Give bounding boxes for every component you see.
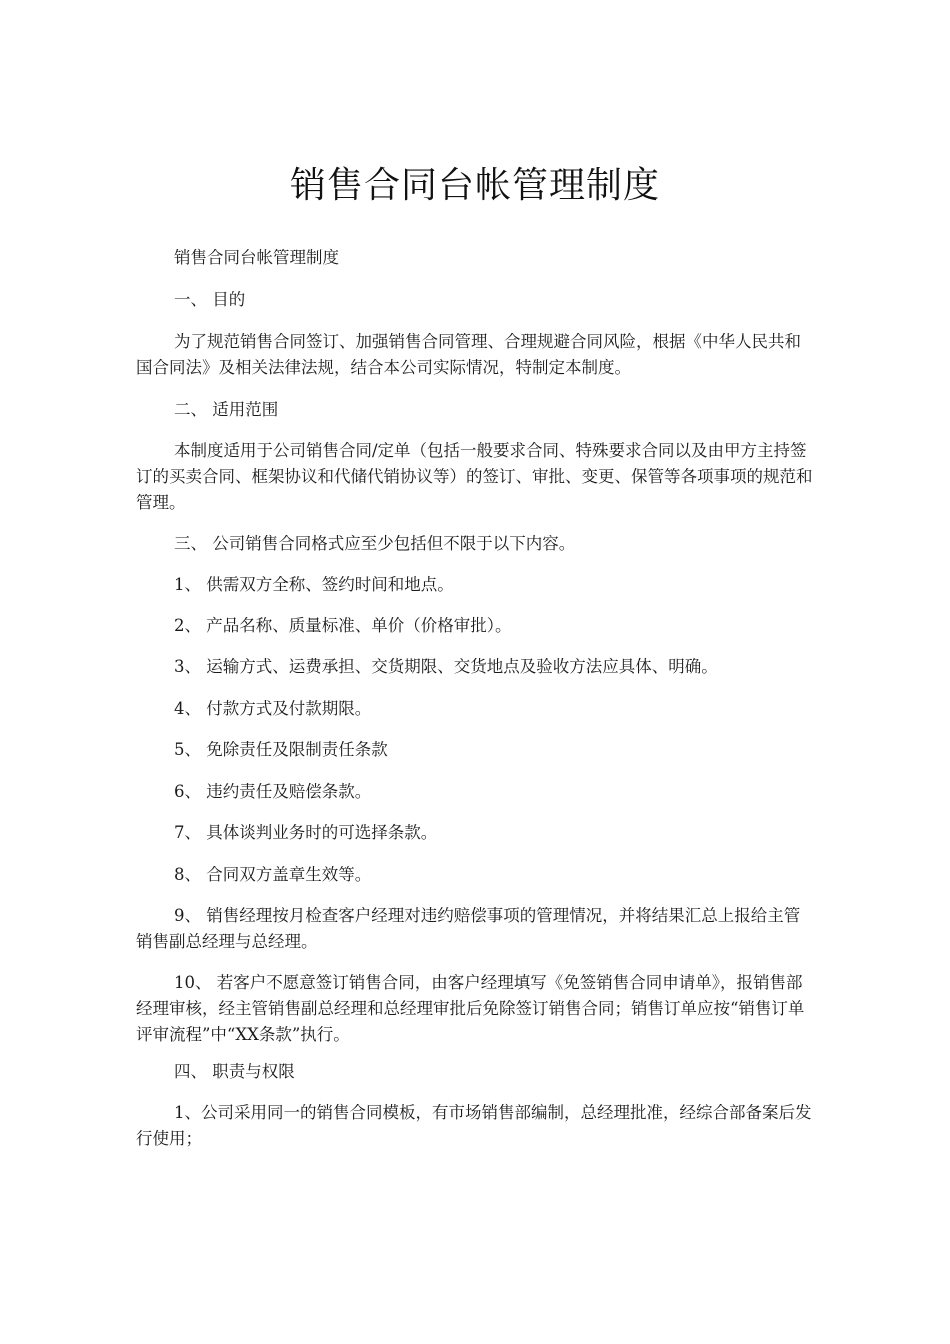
list-item-5: 5、 免除责任及限制责任条款 [174,740,388,759]
list-item-8: 8、 合同双方盖章生效等。 [174,865,372,884]
paragraph-responsibility-1: 1、公司采用同一的销售合同模板，有市场销售部编制，总经理批准，经综合部备案后发行使用； [136,1103,812,1148]
section-heading-contents: 三、 公司销售合同格式应至少包括但不限于以下内容。 [174,534,576,553]
list-item-3: 3、 运输方式、运费承担、交货期限、交货地点及验收方法应具体、明确。 [174,657,718,676]
list-item-4: 4、 付款方式及付款期限。 [174,699,372,718]
paragraph-purpose: 为了规范销售合同签订、加强销售合同管理、合理规避合同风险，根据《中华人民共和国合同法》及相关法律法规，结合本公司实际情况，特制定本制度。 [136,332,801,377]
section-heading-responsibilities: 四、 职责与权限 [174,1062,295,1081]
section-heading-purpose: 一、 目的 [174,290,246,309]
section-heading-scope: 二、 适用范围 [174,400,279,419]
list-item-2: 2、 产品名称、质量标准、单价（价格审批）。 [174,616,512,635]
paragraph-subtitle: 销售合同台帐管理制度 [174,248,339,267]
list-item-7: 7、 具体谈判业务时的可选择条款。 [174,823,438,842]
paragraph-scope: 本制度适用于公司销售合同/定单（包括一般要求合同、特殊要求合同以及由甲方主持签订的买卖合同、框架协议和代储代销协议等）的签订、审批、变更、保管等各项事项的规范和管理。 [136,441,813,512]
list-item-9: 9、 销售经理按月检查客户经理对违约赔偿事项的管理情况，并将结果汇总上报给主管销售副总经理与总经理。 [136,906,801,951]
list-item-6: 6、 违约责任及赔偿条款。 [174,782,372,801]
list-item-1: 1、 供需双方全称、签约时间和地点。 [174,575,454,594]
document-title: 销售合同台帐管理制度 [289,165,660,206]
list-item-10: 10、 若客户不愿意签订销售合同，由客户经理填写《免签销售合同申请单》，报销售部经理审核，经主管销售副总经理和总经理审批后免除签订销售合同；销售订单应按“销售订单评审流程”中“XX条款”执行。 [136,973,805,1044]
